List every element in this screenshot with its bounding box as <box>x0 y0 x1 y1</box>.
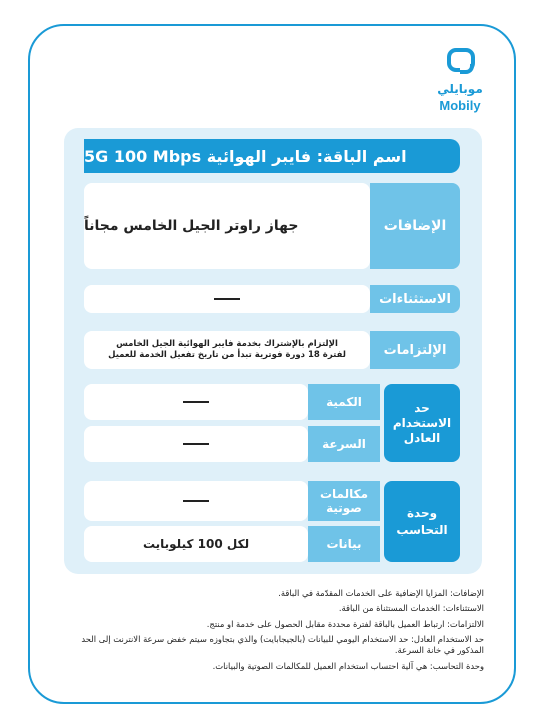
note-fair-use: حد الاستخدام العادل: حد الاستخدام اليومي للبيانات (بالجيجابايت) والذي بتجاوزه سيتم خفض سرعة الانترنت إلى الحد المذكور في خانة السرعة. <box>81 634 484 656</box>
billing-data-label: بيانات <box>308 526 380 562</box>
billing-voice-dash <box>183 500 209 502</box>
billing-data-value: لكل 100 كيلوبايت <box>84 526 308 562</box>
fair-use-speed-value <box>84 426 308 462</box>
exceptions-label: الاستثناءات <box>370 285 460 313</box>
billing-voice-value <box>84 481 308 521</box>
brand-name-en: Mobily <box>439 98 481 113</box>
billing-unit-label: وحدة التحاسب <box>384 481 460 562</box>
note-additions: الإضافات: المزايا الإضافية على الخدمات المقدّمة في الباقة. <box>278 588 484 598</box>
exceptions-dash <box>214 298 240 300</box>
fair-use-speed-dash <box>183 443 209 445</box>
commitments-line-2: لفترة 18 دورة فوترية تبدأ من تاريخ تفعيل الخدمة للعميل <box>108 350 346 360</box>
definitions-notes <box>56 588 484 676</box>
note-commitments: الالتزامات: ارتباط العميل بالباقة لفترة محددة مقابل الحصول على خدمة او منتج. <box>206 618 484 629</box>
commitments-line-1: الإلتزام بالإشتراك بخدمة فايبر الهوائية الجيل الخامس <box>116 338 338 349</box>
note-exceptions: الاستثناءات: الخدمات المستثناة من الباقة. <box>338 603 484 614</box>
billing-voice-label: مكالمات صوتية <box>308 481 380 521</box>
fair-use-label: حد الاستخدام العادل <box>384 384 460 462</box>
additions-label: الإضافات <box>370 183 460 269</box>
package-title-text: اسم الباقة: فايبر الهوائية 5G 100 Mbps <box>84 146 407 166</box>
fair-use-quantity-dash <box>183 401 209 403</box>
additions-value: جهاز راوتر الجيل الخامس مجاناً <box>84 183 370 269</box>
exceptions-value <box>84 285 370 313</box>
package-title <box>84 139 460 173</box>
commitments-label: الإلتزامات <box>370 331 460 369</box>
commitments-value <box>84 331 370 369</box>
fair-use-quantity-label: الكمية <box>308 384 380 420</box>
fair-use-quantity-value <box>84 384 308 420</box>
mobily-logo <box>438 48 484 78</box>
mobily-logo-icon <box>444 48 478 78</box>
fair-use-speed-label: السرعة <box>308 426 380 462</box>
note-billing-unit: وحدة التحاسب: هي آلية احتساب استخدام العميل للمكالمات الصوتية والبيانات. <box>212 660 484 671</box>
brand-name-ar: موبايلي <box>437 82 483 96</box>
